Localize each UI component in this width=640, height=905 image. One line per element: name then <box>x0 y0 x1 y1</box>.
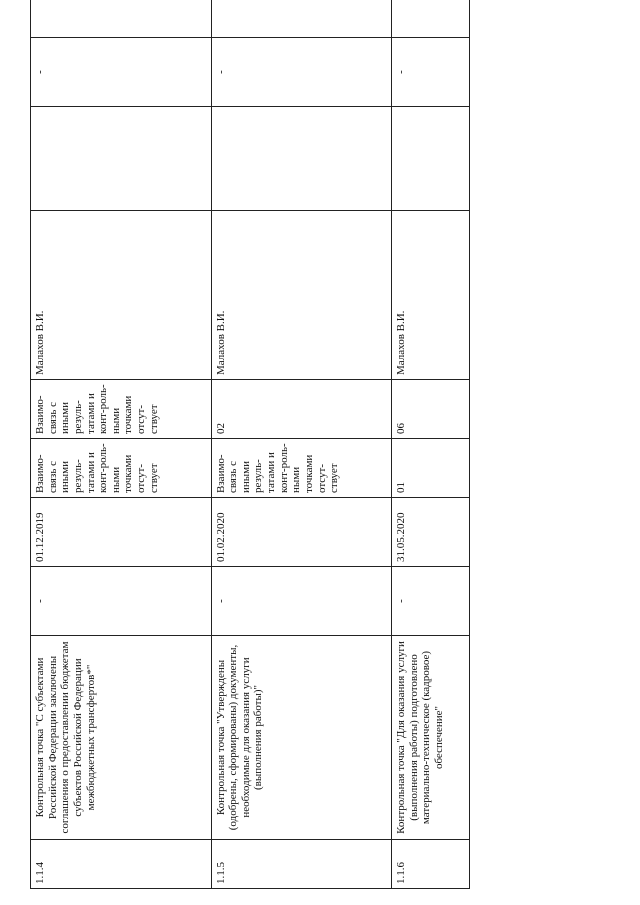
table-row <box>392 0 470 889</box>
level-cell: - <box>211 38 392 107</box>
responsible-person: Малахов В.И. <box>392 211 470 380</box>
row-number: 1.1.5 <box>211 840 392 889</box>
level-cell: - <box>392 38 470 107</box>
predecessor-relation: Взаимо-связь с иными резуль-татами и конт-роль-ными точками отсут-ствует <box>211 439 392 498</box>
empty-cell <box>392 107 470 211</box>
start-date: - <box>392 567 470 636</box>
empty-cell <box>31 107 212 211</box>
responsible-person: Малахов В.И. <box>211 211 392 380</box>
control-point-name: Контрольная точка "С субъектами Российской Федерации заключены соглашения о предоставлении бюджетам субъектов Российской Федерации межбюджетных трансфертов*" <box>31 636 212 840</box>
end-date: 31.05.2020 <box>392 498 470 567</box>
empty-cell <box>211 0 392 38</box>
rotated-page <box>30 19 470 889</box>
responsible-person: Малахов В.И. <box>31 211 212 380</box>
successor-relation: 06 <box>392 380 470 439</box>
successor-relation: 02 <box>211 380 392 439</box>
empty-cell <box>31 0 212 38</box>
end-date: 01.12.2019 <box>31 498 212 567</box>
row-number: 1.1.4 <box>31 840 212 889</box>
start-date: - <box>31 567 212 636</box>
control-point-name: Контрольная точка "Утверждены (одобрены, сформированы) документы, необходимые для оказания услуги (выполнения работы)" <box>211 636 392 840</box>
start-date: - <box>211 567 392 636</box>
predecessor-relation: Взаимо-связь с иными резуль-татами и конт-роль-ными точками отсут-ствует <box>31 439 212 498</box>
table-sheet <box>30 19 470 889</box>
row-number: 1.1.6 <box>392 840 470 889</box>
table-row <box>211 0 392 889</box>
predecessor-relation: 01 <box>392 439 470 498</box>
end-date: 01.02.2020 <box>211 498 392 567</box>
empty-cell <box>211 107 392 211</box>
level-cell: - <box>31 38 212 107</box>
control-point-name: Контрольная точка "Для оказания услуги (выполнения работы) подготовлено материально-техническое (кадровое) обеспечение" <box>392 636 470 840</box>
table-row <box>31 0 212 889</box>
empty-cell <box>392 0 470 38</box>
successor-relation: Взаимо-связь с иными резуль-татами и конт-роль-ными точками отсут-ствует <box>31 380 212 439</box>
control-points-table <box>30 0 470 889</box>
